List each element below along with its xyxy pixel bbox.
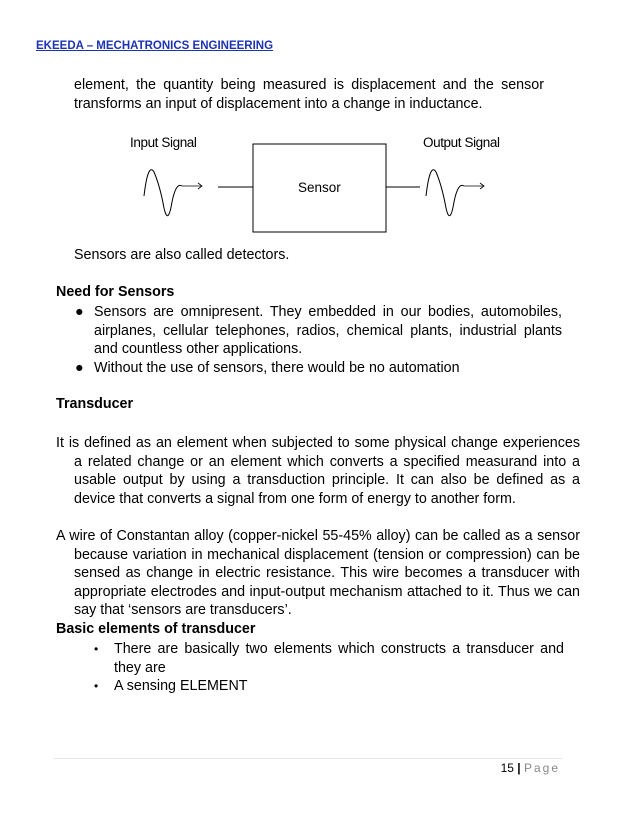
bullet-dot-icon: • <box>94 642 99 656</box>
page-number: 15 <box>500 761 514 775</box>
output-waveform <box>426 170 464 216</box>
transducer-definition: It is defined as an element when subjected to some physical change experiences a related change or an element which converts a specified measurand into a usable output by using a transduction principle. It can also be defined as a device that converts a signal from one form of energy to another form. <box>56 435 580 507</box>
need-for-sensors-heading: Need for Sensors <box>56 284 175 300</box>
footer-divider <box>54 758 562 759</box>
output-signal-label: Output Signal <box>423 135 500 150</box>
bullet-text: There are basically two elements which constructs a transducer and they are <box>114 641 564 676</box>
detectors-paragraph: Sensors are also called detectors. <box>74 247 290 263</box>
page-word: Page <box>523 761 560 775</box>
basic-bullet-list <box>94 640 564 696</box>
list-item <box>75 303 562 359</box>
list-item <box>94 640 564 677</box>
list-item <box>75 359 562 378</box>
intro-paragraph: element, the quantity being measured is displacement and the sensor transforms an input of displacement into a change in inductance. <box>74 77 544 112</box>
bullet-dot-icon: ● <box>75 304 84 320</box>
transducer-heading: Transducer <box>56 396 134 412</box>
input-signal-label: Input Signal <box>130 135 197 150</box>
document-header: EKEEDA – MECHATRONICS ENGINEERING <box>36 40 274 52</box>
page-footer <box>501 761 560 775</box>
need-bullet-list <box>75 303 562 377</box>
footer-separator: | <box>517 761 521 775</box>
bullet-dot-icon: ● <box>75 359 84 376</box>
list-item <box>94 677 564 696</box>
bullet-dot-icon: • <box>94 679 99 694</box>
bullet-text: Without the use of sensors, there would be no automation <box>94 359 460 376</box>
input-waveform <box>144 170 182 216</box>
bullet-text: Sensors are omnipresent. They embedded in our bodies, automobiles, airplanes, cellular telephones, radios, chemical plants, industrial plants and countless other applications. <box>94 304 562 358</box>
sensor-diagram <box>120 130 520 240</box>
basic-elements-heading: Basic elements of transducer <box>56 621 256 637</box>
constantan-wire-paragraph: A wire of Constantan alloy (copper-nickel 55-45% alloy) can be called as a sensor because variation in mechanical displacement (tension or compression) can be sensed as change in electric resistance. This wire becomes a transducer with appropriate electrodes and input-output mechanism attached to it. Thus we can say that ‘sensors are transducers’. <box>56 528 580 619</box>
bullet-text: A sensing ELEMENT <box>114 678 248 695</box>
sensor-box-label: Sensor <box>298 180 341 195</box>
